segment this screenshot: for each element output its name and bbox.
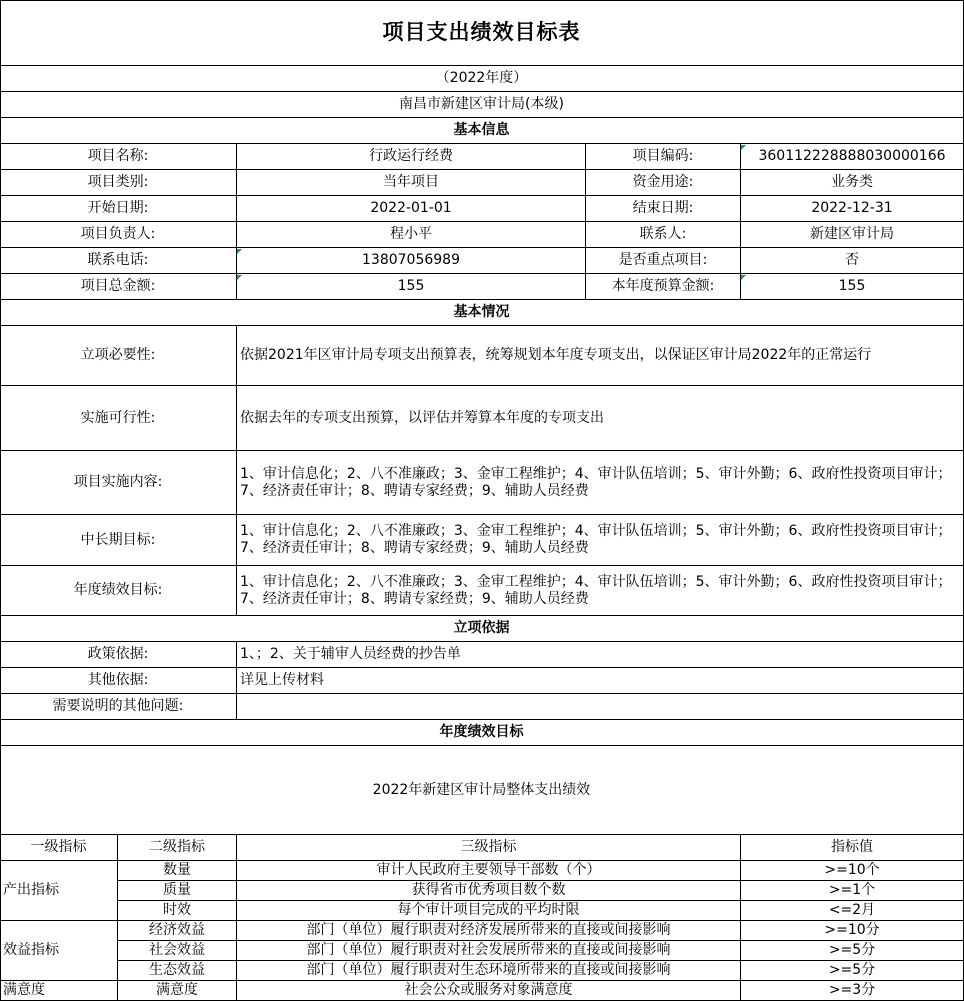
implementation-content-value: 1、审计信息化；2、八不准廉政；3、金审工程维护；4、审计队伍培训；5、审计外勤；6、政府性投资项目审计；7、经济责任审计；8、聘请专家经费；9、辅助人员经费 xyxy=(237,451,964,515)
fund-usage-value: 业务类 xyxy=(741,170,964,196)
key-project-label: 是否重点项目: xyxy=(586,248,741,274)
table-row-level3: 部门（单位）履行职责对生态环境所带来的直接或间接影响 xyxy=(237,961,741,981)
total-amount-value: 155 xyxy=(237,274,586,300)
total-amount-label: 项目总金额: xyxy=(0,274,237,300)
annual-goal-label: 年度绩效目标: xyxy=(0,566,237,616)
table-row-level3: 每个审计项目完成的平均时限 xyxy=(237,901,741,921)
annual-budget-value: 155 xyxy=(741,274,964,300)
year-label: （2022年度） xyxy=(0,66,964,92)
other-basis-value: 详见上传材料 xyxy=(237,668,964,694)
feasibility-value: 依据去年的专项支出预算，以评估并筹算本年度的专项支出 xyxy=(237,386,964,451)
table-row-level2: 生态效益 xyxy=(118,961,237,981)
table-row-value: >=1个 xyxy=(741,881,964,901)
section-basis: 立项依据 xyxy=(0,616,964,642)
annual-goal-value: 1、审计信息化；2、八不准廉政；3、金审工程维护；4、审计队伍培训；5、审计外勤；6、政府性投资项目审计；7、经济责任审计；8、聘请专家经费；9、辅助人员经费 xyxy=(237,566,964,616)
table-row-value: >=5分 xyxy=(741,961,964,981)
table-row-level2: 社会效益 xyxy=(118,941,237,961)
annual-budget-label: 本年度预算金额: xyxy=(586,274,741,300)
table-row-level3: 社会公众或服务对象满意度 xyxy=(237,981,741,1001)
start-date-value: 2022-01-01 xyxy=(237,196,586,222)
key-project-value: 否 xyxy=(741,248,964,274)
midterm-goal-label: 中长期目标: xyxy=(0,515,237,566)
section-annual-goal: 年度绩效目标 xyxy=(0,720,964,746)
phone-value: 13807056989 xyxy=(237,248,586,274)
table-row-value: >=3分 xyxy=(741,981,964,1001)
policy-basis-label: 政策依据: xyxy=(0,642,237,668)
table-row-value: <=2月 xyxy=(741,901,964,921)
level1-output: 产出指标 xyxy=(0,861,118,921)
cell-marker xyxy=(237,249,242,254)
phone-label: 联系电话: xyxy=(0,248,237,274)
header-level2: 二级指标 xyxy=(118,835,237,861)
table-row-level3: 获得省市优秀项目数个数 xyxy=(237,881,741,901)
table-row-value: >=10个 xyxy=(741,861,964,881)
table-row-level3: 部门（单位）履行职责对社会发展所带来的直接或间接影响 xyxy=(237,941,741,961)
level1-satisfaction: 满意度 xyxy=(0,981,118,1001)
start-date-label: 开始日期: xyxy=(0,196,237,222)
end-date-value: 2022-12-31 xyxy=(741,196,964,222)
cell-marker xyxy=(741,275,746,280)
policy-basis-value: 1、；2、关于辅审人员经费的抄告单 xyxy=(237,642,964,668)
contact-person-label: 联系人: xyxy=(586,222,741,248)
project-name-label: 项目名称: xyxy=(0,144,237,170)
fund-usage-label: 资金用途: xyxy=(586,170,741,196)
project-name-value: 行政运行经费 xyxy=(237,144,586,170)
table-row-level2: 质量 xyxy=(118,881,237,901)
cell-marker xyxy=(741,145,746,150)
other-basis-label: 其他依据: xyxy=(0,668,237,694)
section-basic-situation: 基本情况 xyxy=(0,300,964,326)
table-row-value: >=10分 xyxy=(741,921,964,941)
implementation-content-label: 项目实施内容: xyxy=(0,451,237,515)
necessity-label: 立项必要性: xyxy=(0,326,237,386)
notes-value xyxy=(237,694,964,720)
level1-benefit: 效益指标 xyxy=(0,921,118,981)
header-value: 指标值 xyxy=(741,835,964,861)
necessity-value: 依据2021年区审计局专项支出预算表，统筹规划本年度专项支出，以保证区审计局2022年的正常运行 xyxy=(237,326,964,386)
project-category-label: 项目类别: xyxy=(0,170,237,196)
table-row-value: >=5分 xyxy=(741,941,964,961)
annual-goal-text: 2022年新建区审计局整体支出绩效 xyxy=(0,746,964,835)
project-code-label: 项目编码: xyxy=(586,144,741,170)
midterm-goal-value: 1、审计信息化；2、八不准廉政；3、金审工程维护；4、审计队伍培训；5、审计外勤；6、政府性投资项目审计；7、经济责任审计；8、聘请专家经费；9、辅助人员经费 xyxy=(237,515,964,566)
notes-label: 需要说明的其他问题: xyxy=(0,694,237,720)
project-category-value: 当年项目 xyxy=(237,170,586,196)
table-row-level3: 审计人民政府主要领导干部数（个） xyxy=(237,861,741,881)
department-label: 南昌市新建区审计局(本级) xyxy=(0,92,964,118)
header-level1: 一级指标 xyxy=(0,835,118,861)
table-row-level2: 数量 xyxy=(118,861,237,881)
end-date-label: 结束日期: xyxy=(586,196,741,222)
project-code-value: 360112228888030000166 xyxy=(741,144,964,170)
table-row-level2: 经济效益 xyxy=(118,921,237,941)
header-level3: 三级指标 xyxy=(237,835,741,861)
project-leader-label: 项目负责人: xyxy=(0,222,237,248)
table-row-level2: 满意度 xyxy=(118,981,237,1001)
feasibility-label: 实施可行性: xyxy=(0,386,237,451)
section-basic-info: 基本信息 xyxy=(0,118,964,144)
project-leader-value: 程小平 xyxy=(237,222,586,248)
table-row-level3: 部门（单位）履行职责对经济发展所带来的直接或间接影响 xyxy=(237,921,741,941)
page-title: 项目支出绩效目标表 xyxy=(0,0,964,66)
cell-marker xyxy=(237,275,242,280)
table-row-level2: 时效 xyxy=(118,901,237,921)
contact-person-value: 新建区审计局 xyxy=(741,222,964,248)
